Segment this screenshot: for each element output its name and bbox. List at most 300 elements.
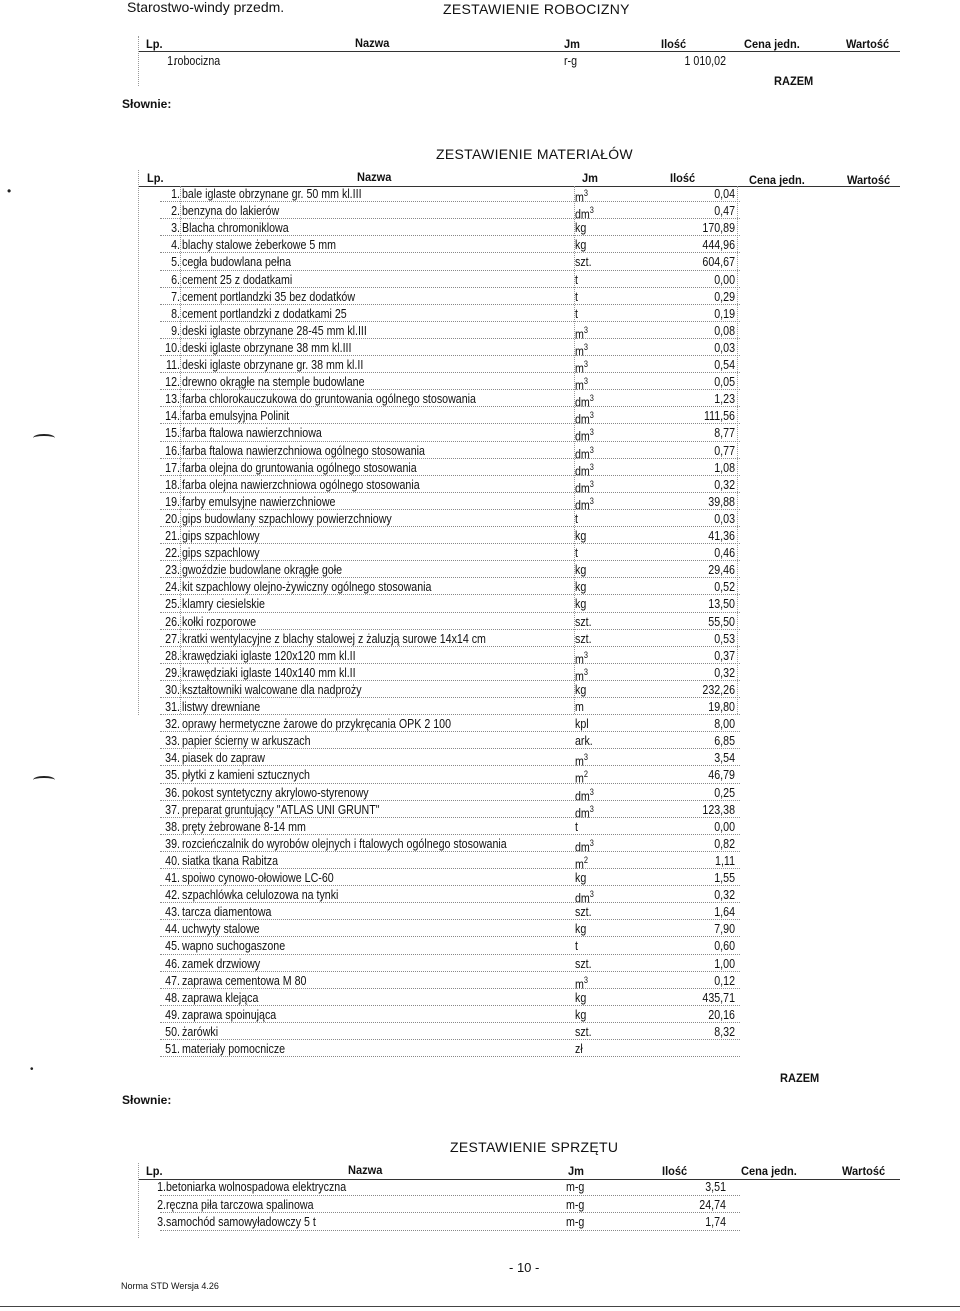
row-quantity: 0,00 <box>714 818 735 834</box>
row-separator <box>160 748 740 749</box>
row-quantity: 39,88 <box>708 493 735 509</box>
row-name: drewno okrągłe na stemple budowlane <box>182 374 365 390</box>
row-unit: $m^3$ <box>575 649 589 667</box>
row-separator <box>160 543 740 544</box>
row-unit: $m^3$ <box>575 359 589 376</box>
row-quantity: 0,25 <box>714 784 735 800</box>
row-unit: m <box>575 699 584 714</box>
row-quantity: 444,96 <box>702 237 735 253</box>
row-name: farba olejna do gruntowania ogólnego stosowania <box>182 459 417 475</box>
row-quantity: 1,64 <box>714 904 735 920</box>
row-name: farba emulsyjna Polinit <box>182 408 290 424</box>
margin-mark-dot: • <box>30 1064 34 1075</box>
row-quantity: 0,19 <box>714 305 735 321</box>
row-quantity: 0,05 <box>714 374 735 390</box>
row-quantity: 0,32 <box>714 887 735 903</box>
row-name: materiały pomocnicze <box>182 1041 286 1056</box>
row-lp: 20. <box>165 510 180 526</box>
row-separator <box>160 1039 740 1040</box>
row-separator <box>160 270 740 271</box>
row-separator <box>160 1230 740 1231</box>
mat-col-lp-header: Lp. <box>147 171 164 185</box>
row-separator <box>160 389 740 390</box>
row-lp: 16. <box>165 442 180 458</box>
row-unit: kg <box>575 1006 587 1022</box>
row-lp: 4. <box>171 237 180 253</box>
row-name: tarcza diamentowa <box>182 904 272 920</box>
row-lp: 17. <box>165 459 180 475</box>
row-unit: $dm^3$ <box>575 444 594 461</box>
row-unit: $dm^3$ <box>575 803 594 820</box>
row-quantity: 46,79 <box>708 767 735 783</box>
row-unit: $dm^3$ <box>575 786 594 803</box>
row-separator <box>160 594 740 595</box>
row-lp: 29. <box>165 664 180 680</box>
row-lp: 24. <box>165 579 180 595</box>
row-separator <box>160 800 740 801</box>
row-lp: 18. <box>165 476 180 492</box>
row-lp: 38. <box>165 818 180 834</box>
row-name: samochód samowyładowczy 5 t <box>166 1214 316 1229</box>
row-name: deski iglaste obrzynane gr. 38 mm kl.II <box>182 357 364 372</box>
row-unit: kg <box>575 237 587 253</box>
row-lp: 28. <box>165 647 180 663</box>
row-unit: t <box>575 288 578 304</box>
row-name: papier ścierny w arkuszach <box>182 733 311 749</box>
row-quantity: 0,12 <box>714 972 735 988</box>
row-separator <box>160 783 740 784</box>
row-quantity: 0,53 <box>714 630 735 646</box>
row-separator <box>160 509 740 510</box>
row-quantity: 3,51 <box>705 1179 726 1194</box>
row-name: farba ftalowa nawierzchniowa ogólnego stosowania <box>182 442 425 458</box>
row-quantity: 0,29 <box>714 288 735 304</box>
row-separator <box>160 1022 740 1023</box>
row-quantity: 24,74 <box>699 1196 726 1212</box>
row-name: gips szpachlowy <box>182 528 260 543</box>
row-name: spoiwo cynowo-ołowiowe LC-60 <box>182 870 334 885</box>
row-separator <box>160 663 740 664</box>
row-separator <box>160 304 740 305</box>
row-quantity: 20,16 <box>708 1006 735 1022</box>
row-lp: 33. <box>165 733 180 749</box>
row-lp: 22. <box>165 545 180 561</box>
row-lp: 3. <box>157 1214 166 1229</box>
row-separator <box>160 697 740 698</box>
row-quantity: 1 010,02 <box>684 53 726 68</box>
row-separator <box>160 526 740 527</box>
row-unit: kg <box>575 528 587 543</box>
row-name: cement 25 z dodatkami <box>182 271 293 287</box>
row-separator <box>160 458 740 459</box>
row-unit: $dm^3$ <box>575 837 594 855</box>
row-unit: $m^3$ <box>575 324 589 342</box>
row-name: betoniarka wolnospadowa elektryczna <box>166 1179 347 1194</box>
row-quantity: 435,71 <box>702 989 735 1005</box>
row-name: pręty żebrowane 8-14 mm <box>182 818 306 834</box>
row-quantity: 123,38 <box>702 801 735 817</box>
row-name: robocizna <box>174 53 221 68</box>
row-unit: $dm^3$ <box>575 495 594 513</box>
row-name: siatka tkana Rabitza <box>182 852 279 868</box>
software-version: Norma STD Wersja 4.26 <box>121 1281 219 1291</box>
row-name: cegła budowlana pełna <box>182 254 292 270</box>
row-quantity: 111,56 <box>703 408 735 424</box>
row-lp: 46. <box>165 955 180 971</box>
row-name: krawędziaki iglaste 140x140 mm kl.II <box>182 664 356 680</box>
row-name: blachy stalowe żeberkowe 5 mm <box>182 237 337 253</box>
mat-col-ilosc-header: Ilość <box>670 171 696 185</box>
row-lp: 8. <box>171 305 180 321</box>
row-quantity: 1,00 <box>714 955 735 971</box>
row-unit: t <box>575 271 578 287</box>
row-quantity: 0,54 <box>714 357 735 372</box>
row-name: farba olejna nawierzchniowa ogólnego stosowania <box>182 476 420 492</box>
row-unit: $dm^3$ <box>575 461 594 478</box>
row-quantity: 19,80 <box>708 699 735 714</box>
row-quantity: 7,90 <box>714 921 735 937</box>
row-name: klamry ciesielskie <box>182 596 265 612</box>
row-name: uchwyty stalowe <box>182 921 260 937</box>
row-separator <box>160 646 740 647</box>
row-quantity: 0,46 <box>714 545 735 561</box>
row-quantity: 8,77 <box>714 425 735 441</box>
row-lp: 13. <box>165 391 180 407</box>
row-separator <box>160 612 740 613</box>
row-lp: 14. <box>165 408 180 424</box>
row-unit: $dm^3$ <box>575 889 594 906</box>
row-unit: kg <box>575 989 587 1005</box>
row-name: szpachlówka celulozowa na tynki <box>182 887 339 903</box>
row-lp: 10. <box>165 339 180 355</box>
row-lp: 35. <box>165 767 180 783</box>
row-name: gips szpachlowy <box>182 545 260 561</box>
row-unit: $dm^3$ <box>575 393 594 410</box>
row-quantity: 0,03 <box>714 339 735 355</box>
row-lp: 21. <box>165 528 180 543</box>
row-lp: 39. <box>165 835 180 851</box>
row-lp: 40. <box>165 852 180 868</box>
materials-left-border <box>138 170 139 715</box>
row-quantity: 8,00 <box>714 716 735 732</box>
row-lp: 2. <box>171 203 180 219</box>
row-separator <box>160 372 740 373</box>
row-separator <box>160 680 740 681</box>
materials-total-label: RAZEM <box>780 1071 820 1085</box>
row-name: zaprawa cementowa M 80 <box>182 972 307 988</box>
row-separator <box>160 885 740 886</box>
row-quantity: 604,67 <box>702 254 735 270</box>
row-quantity: 1,11 <box>715 852 735 868</box>
row-unit: $m^3$ <box>575 341 589 359</box>
row-quantity: 0,82 <box>714 835 735 851</box>
margin-mark-punch <box>33 434 55 442</box>
materials-words-label: Słownie: <box>122 1093 172 1107</box>
row-name: zaprawa klejąca <box>182 989 259 1005</box>
row-unit: t <box>575 938 578 954</box>
row-name: gwoździe budowlane okrągłe gołe <box>182 562 343 578</box>
col-nazwa-header: Nazwa <box>355 36 390 50</box>
row-quantity: 1,23 <box>714 391 735 407</box>
eq-col-ilosc-header: Ilość <box>662 1164 688 1178</box>
row-separator <box>160 235 740 236</box>
row-quantity: 0,32 <box>714 664 735 680</box>
row-name: rozcieńczalnik do wyrobów olejnych i ftalowych ogólnego stosowania <box>182 835 507 851</box>
margin-mark-punch <box>33 776 55 784</box>
labor-header-rule <box>138 51 900 52</box>
row-separator <box>160 868 740 869</box>
row-unit: t <box>575 510 578 526</box>
row-quantity: 55,50 <box>708 613 735 629</box>
row-name: bale iglaste obrzynane gr. 50 mm kl.III <box>182 186 362 201</box>
row-unit: $m^3$ <box>575 974 589 991</box>
row-lp: 1. <box>157 1179 166 1194</box>
row-unit: m-g <box>566 1196 585 1212</box>
row-unit: $m^3$ <box>575 752 589 769</box>
materials-section-title: ZESTAWIENIE MATERIAŁÓW <box>436 146 633 162</box>
row-separator <box>160 252 740 253</box>
row-separator <box>160 902 740 903</box>
col-wartosc-header: Wartość <box>846 37 890 51</box>
row-lp: 42. <box>165 887 180 903</box>
row-quantity: 0,08 <box>714 322 735 338</box>
row-unit: kg <box>575 681 587 697</box>
row-unit: szt. <box>575 254 592 270</box>
eq-col-wartosc-header: Wartość <box>842 1164 886 1178</box>
labor-total-label: RAZEM <box>774 74 814 88</box>
row-quantity: 41,36 <box>708 528 735 543</box>
row-lp: 48. <box>165 989 180 1005</box>
row-quantity: 13,50 <box>708 596 735 612</box>
row-lp: 43. <box>165 904 180 920</box>
row-lp: 3. <box>171 220 180 236</box>
row-separator <box>160 971 740 972</box>
col-lp-header: Lp. <box>146 37 163 51</box>
eq-col-cena-header: Cena jedn. <box>741 1164 797 1178</box>
row-unit: szt. <box>575 613 592 629</box>
row-unit: kg <box>575 870 587 885</box>
col-ilosc-header: Ilość <box>661 37 687 51</box>
row-lp: 31. <box>165 699 180 714</box>
row-unit: kg <box>575 579 587 595</box>
page-number: - 10 - <box>509 1260 540 1275</box>
row-separator <box>160 1195 740 1196</box>
eq-col-jm-header: Jm <box>568 1164 584 1178</box>
row-lp: 11. <box>165 357 180 372</box>
row-lp: 23. <box>165 562 180 578</box>
row-separator <box>160 1056 740 1057</box>
row-name: krawędziaki iglaste 120x120 mm kl.II <box>182 647 356 663</box>
row-name: deski iglaste obrzynane 38 mm kl.III <box>182 339 352 355</box>
row-quantity: 0,00 <box>714 271 735 287</box>
materials-qty-divider <box>737 186 738 714</box>
row-quantity: 170,89 <box>702 220 735 236</box>
row-separator <box>160 441 740 442</box>
row-unit: r-g <box>564 53 578 68</box>
row-lp: 2. <box>157 1196 166 1212</box>
row-separator <box>160 1212 740 1213</box>
row-lp: 50. <box>165 1023 180 1039</box>
row-separator <box>160 714 740 715</box>
row-name: kratki wentylacyjne z blachy stalowej z żaluzją surowe 14x14 cm <box>182 630 486 646</box>
row-name: wapno suchogaszone <box>182 938 286 954</box>
row-lp: 1. <box>171 186 180 201</box>
col-cena-header: Cena jedn. <box>744 37 800 51</box>
row-name: listwy drewniane <box>182 699 261 714</box>
row-quantity: 0,77 <box>714 442 735 458</box>
row-unit: kg <box>575 562 587 578</box>
row-unit: t <box>575 305 578 321</box>
row-unit: kpl <box>575 716 589 732</box>
row-quantity: 3,54 <box>714 750 735 766</box>
row-quantity: 0,04 <box>714 186 735 201</box>
row-name: farby emulsyjne nawierzchniowe <box>182 493 336 509</box>
row-lp: 6. <box>171 271 180 287</box>
row-separator <box>160 919 740 920</box>
row-lp: 49. <box>165 1006 180 1022</box>
row-quantity: 1,55 <box>714 870 735 885</box>
row-lp: 47. <box>165 972 180 988</box>
margin-mark-dot: • <box>7 184 12 198</box>
row-quantity: 29,46 <box>708 562 735 578</box>
bottom-edge-rule <box>0 1306 960 1307</box>
row-unit: szt. <box>575 1023 592 1039</box>
mat-col-wartosc-header: Wartość <box>847 173 891 187</box>
row-unit: t <box>575 545 578 561</box>
row-unit: szt. <box>575 630 592 646</box>
row-name: kołki rozporowe <box>182 613 257 629</box>
row-name: kit szpachlowy olejno-żywiczny ogólnego stosowania <box>182 579 432 595</box>
mat-col-cena-header: Cena jedn. <box>749 173 805 187</box>
document-header-left: Starostwo-windy przedm. <box>127 0 285 15</box>
row-separator <box>160 834 740 835</box>
row-separator <box>160 201 740 202</box>
row-name: cement portlandzki z dodatkami 25 <box>182 305 347 321</box>
row-lp: 30. <box>165 681 180 697</box>
row-separator <box>160 731 740 732</box>
row-unit: $m^3$ <box>575 666 589 684</box>
row-unit: $dm^3$ <box>575 427 594 444</box>
row-lp: 27. <box>165 630 180 646</box>
row-quantity: 1,74 <box>705 1214 726 1229</box>
row-unit: ark. <box>575 733 593 749</box>
row-unit: $m^2$ <box>575 769 589 786</box>
row-name: pokost syntetyczny akrylowo-styrenowy <box>182 784 369 800</box>
mat-col-nazwa-header: Nazwa <box>357 170 392 184</box>
row-separator <box>160 423 740 424</box>
row-unit: $m^3$ <box>575 376 589 393</box>
materials-lp-divider <box>180 186 181 714</box>
row-name: preparat gruntujący "ATLAS UNI GRUNT" <box>182 801 380 817</box>
row-unit: $dm^3$ <box>575 410 594 427</box>
row-lp: 44. <box>165 921 180 937</box>
row-separator <box>160 560 740 561</box>
row-quantity: 0,47 <box>714 203 735 219</box>
row-unit: m-g <box>566 1179 585 1194</box>
row-lp: 51. <box>165 1041 180 1056</box>
row-lp: 7. <box>171 288 180 304</box>
row-unit: m-g <box>566 1214 585 1229</box>
equipment-section-title: ZESTAWIENIE SPRZĘTU <box>450 1139 619 1155</box>
row-separator <box>160 287 740 288</box>
row-lp: 34. <box>165 750 180 766</box>
row-unit: kg <box>575 921 587 937</box>
row-quantity: 1,08 <box>714 459 735 475</box>
row-name: benzyna do lakierów <box>182 203 280 219</box>
row-lp: 26. <box>165 613 180 629</box>
row-unit: zł <box>575 1041 583 1056</box>
row-lp: 37. <box>165 801 180 817</box>
row-name: farba ftalowa nawierzchniowa <box>182 425 322 441</box>
row-unit: $m^3$ <box>575 188 589 205</box>
row-unit: t <box>575 818 578 834</box>
row-separator <box>160 851 740 852</box>
row-name: zaprawa spoinująca <box>182 1006 277 1022</box>
row-lp: 25. <box>165 596 180 612</box>
row-lp: 12. <box>165 374 180 390</box>
row-separator <box>160 817 740 818</box>
row-name: cement portlandzki 35 bez dodatków <box>182 288 356 304</box>
row-quantity: 0,60 <box>714 938 735 954</box>
row-quantity: 6,85 <box>714 733 735 749</box>
row-separator <box>160 629 740 630</box>
row-unit: $m^2$ <box>575 854 589 872</box>
row-name: ręczna piła tarczowa spalinowa <box>166 1196 314 1212</box>
row-quantity: 232,26 <box>702 681 735 697</box>
row-lp: 15. <box>165 425 180 441</box>
row-unit: $dm^3$ <box>575 205 594 222</box>
row-lp: 9. <box>171 322 180 338</box>
labor-section-title: ZESTAWIENIE ROBOCIZNY <box>443 1 630 17</box>
row-quantity: 0,03 <box>714 510 735 526</box>
eq-col-lp-header: Lp. <box>146 1164 163 1178</box>
row-separator <box>160 765 740 766</box>
row-separator <box>160 321 740 322</box>
row-quantity: 8,32 <box>714 1023 735 1039</box>
row-name: płytki z kamieni sztucznych <box>182 767 310 783</box>
col-jm-header: Jm <box>564 37 580 51</box>
row-unit: szt. <box>575 904 592 920</box>
row-name: gips budowlany szpachlowy powierzchniowy <box>182 510 392 526</box>
row-lp: 45. <box>165 938 180 954</box>
row-separator <box>160 475 740 476</box>
row-separator <box>160 988 740 989</box>
row-unit: kg <box>575 596 587 612</box>
row-unit: $dm^3$ <box>575 478 594 496</box>
row-lp: 41. <box>165 870 180 885</box>
labor-words-label: Słownie: <box>122 97 172 111</box>
row-name: kształtowniki walcowane dla nadproży <box>182 681 362 697</box>
eq-col-nazwa-header: Nazwa <box>348 1163 383 1177</box>
row-separator <box>160 1005 740 1006</box>
row-name: piasek do zapraw <box>182 750 265 766</box>
row-separator <box>160 936 740 937</box>
row-separator <box>160 218 740 219</box>
row-separator <box>160 406 740 407</box>
row-name: Blacha chromoniklowa <box>182 220 289 236</box>
row-name: żarówki <box>182 1023 219 1039</box>
row-name: oprawy hermetyczne żarowe do przykręcania OPK 2 100 <box>182 716 451 732</box>
row-separator <box>160 355 740 356</box>
row-quantity: 0,37 <box>714 647 735 663</box>
row-separator <box>160 577 740 578</box>
row-lp: 19. <box>165 493 180 509</box>
row-separator <box>160 338 740 339</box>
labor-left-border <box>138 36 139 86</box>
row-lp: 1. <box>167 53 176 68</box>
row-quantity: 0,52 <box>714 579 735 595</box>
row-lp: 36. <box>165 784 180 800</box>
